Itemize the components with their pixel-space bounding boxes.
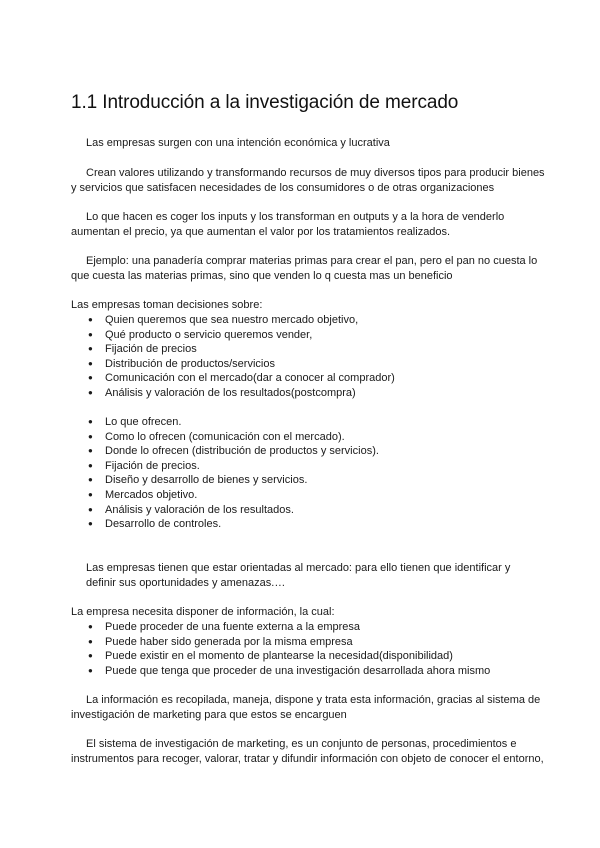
list-item: ● Mercados objetivo. (88, 488, 379, 503)
list-item: ● Donde lo ofrecen (distribución de productos y servicios). (88, 444, 379, 459)
decisions-list (88, 313, 395, 401)
list-item: ● Puede que tenga que proceder de una investigación desarrollada ahora mismo (88, 664, 490, 679)
list-item: ● Como lo ofrecen (comunicación con el mercado). (88, 430, 379, 445)
info-list (88, 620, 490, 678)
list-item: ● Puede haber sido generada por la misma empresa (88, 635, 490, 650)
list-item: ● Fijación de precios (88, 342, 395, 357)
paragraph-intro: Las empresas surgen con una intención económica y lucrativa (86, 137, 390, 149)
paragraph-orientacion: Las empresas tienen que estar orientadas al mercado: para ello tienen que identificar y definir sus oportunidades y amenazas.… (86, 562, 511, 589)
list-item: ● Comunicación con el mercado(dar a conocer al comprador) (88, 371, 395, 386)
list-item: ● Fijación de precios. (88, 459, 379, 474)
list-item: ● Qué producto o servicio queremos vender, (88, 328, 395, 343)
offer-list (88, 415, 379, 532)
list-item: ● Lo que ofrecen. (88, 415, 379, 430)
list-item: ● Análisis y valoración de los resultados(postcompra) (88, 386, 395, 401)
paragraph-inputs: Lo que hacen es coger los inputs y los transforman en outputs y a la hora de venderlo aumentan el precio, ya que aumentan el valor por los tratamientos realizados. (71, 211, 505, 238)
list-item: ● Diseño y desarrollo de bienes y servicios. (88, 473, 379, 488)
paragraph-informacion: La información es recopilada, maneja, dispone y trata esta información, gracias al sistema de investigación de marketing para que estos se encarguen (71, 694, 541, 721)
paragraph-valores: Crean valores utilizando y transformando recursos de muy diversos tipos para producir bienes y servicios que satisfacen necesidades de los consumidores o de otras organizaciones (71, 167, 545, 194)
decisions-intro: Las empresas toman decisiones sobre: (71, 299, 263, 311)
list-item: ● Desarrollo de controles. (88, 517, 379, 532)
list-item: ● Puede existir en el momento de plantearse la necesidad(disponibilidad) (88, 649, 490, 664)
list-item: ● Análisis y valoración de los resultados. (88, 503, 379, 518)
paragraph-sistema: El sistema de investigación de marketing, es un conjunto de personas, procedimientos e instrumentos para recoger, valorar, tratar y difundir información con objeto de conocer el entorno, (71, 738, 544, 765)
page-title: 1.1 Introducción a la investigación de mercado (71, 92, 459, 113)
list-item: ● Quien queremos que sea nuestro mercado objetivo, (88, 313, 395, 328)
info-intro: La empresa necesita disponer de información, la cual: (71, 606, 335, 618)
paragraph-ejemplo: Ejemplo: una panadería comprar materias primas para crear el pan, pero el pan no cuesta lo que cuesta las materias primas, sino que venden lo q cuesta mas un beneficio (71, 255, 538, 282)
list-item: ● Puede proceder de una fuente externa a la empresa (88, 620, 490, 635)
list-item: ● Distribución de productos/servicios (88, 357, 395, 372)
